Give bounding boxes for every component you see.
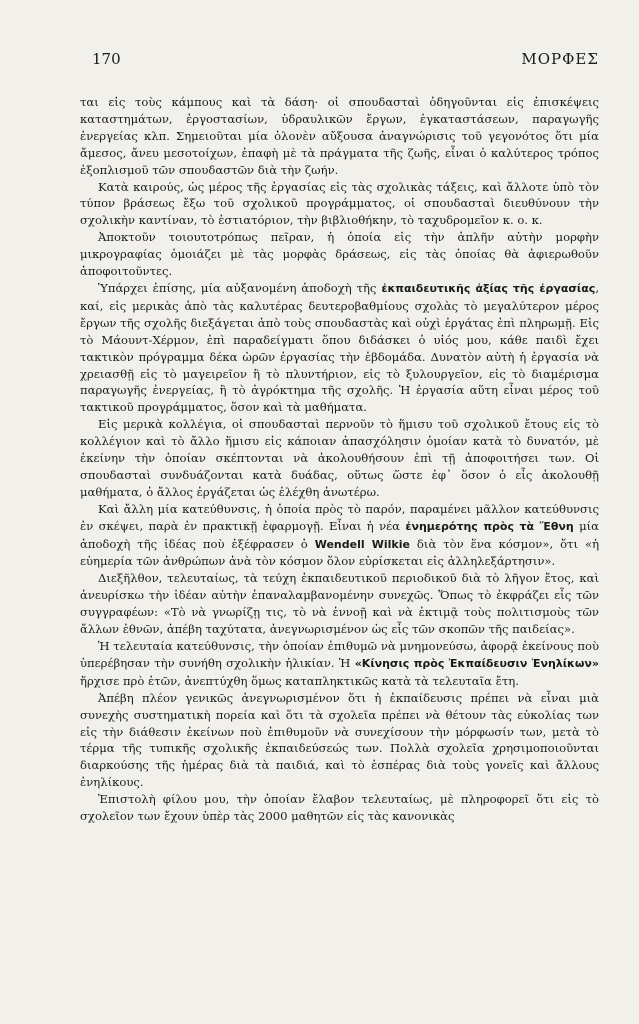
running-head-title: ΜΟΡΦΕΣ [521, 50, 599, 68]
text-run: Κατὰ καιρούς, ὡς μέρος τῆς ἐργασίας εἰς τὰς σχολικὰς τάξεις, καὶ ἄλλοτε ὑπὸ τὸν τύπον βράσεως ἔξω τοῦ σχολικοῦ προγράμματος, οἱ σπουδασταὶ διευθύνουν τὴν σχολικὴν καντίναν, τὸ ἑστιατόριον, τὴν βιβλιοθήκην, τὸ ταχυδρομεῖον κ. ο. κ. [80, 179, 599, 228]
text-run: ται εἰς τοὺς κάμπους καὶ τὰ δάση· οἱ σπουδασταὶ ὁδηγοῦνται εἰς ἐπισκέψεις καταστημάτων, ἐργοστασίων, ὑδραυλικῶν ἔργων, ἐγκαταστάσεων, παραγωγῆς ἐνεργείας κλπ. Σημειοῦται μία ὁλονὲν αὔξουσα ἀναγνώρισις τοῦ γεγονότος ὅτι μία ἄμεσος, ἄνευ μεσοτοίχων, ἐπαφὴ μὲ τὰ πράγματα τῆς ζωῆς, εἶναι ὁ καλύτερος τρόπος ἐξοπλισμοῦ τῶν σπουδαστῶν διὰ τὴν ζωήν. [80, 95, 599, 177]
text-run: μία ἀποδοχὴ τῆς ἰδέας ποὺ ἐξέφρασεν ὁ [80, 518, 599, 551]
text-run: Ἀποκτοῦν τοιουτοτρόπως πεῖραν, ἡ ὁποία εἰς τὴν ἁπλῆν αὐτὴν μορφὴν μικρογραφίας ὁμοιάζει μὲ τὰς μορφὰς δράσεως, εἰς τὰς ὁποίας θὰ ἀφιερωθοῦν ἀποφοιτοῦντες. [80, 230, 599, 279]
text-run: Ἀπέβη πλέον γενικῶς ἀνεγνωρισμένον ὅτι ἡ ἐκπαίδευσις πρέπει νὰ εἶναι μιὰ συνεχὴς συστηματικὴ πορεία καὶ ὅτι τὰ σχολεῖα πρέπει νὰ θέτουν τὰς εὐκολίας των εἰς τὴν διάθεσιν ἐκείνων ποὺ ἐπιθυμοῦν νὰ συνεχίσουν τὴν μόρφωσίν των, μετὰ τὸ τέρμα τῆς τυπικῆς σχολικῆς ἐκπαιδεύσεώς των. Πολλὰ σχολεῖα χρησιμοποιοῦνται διαρκούσης τῆς ἡμέρας διὰ τὰ παιδιά, καὶ τὸ ἑσπέρας διὰ τοὺς γονεῖς καὶ ἄλλους ἐνηλίκους. [80, 690, 599, 790]
paragraph [80, 179, 599, 230]
paragraph [80, 570, 599, 638]
paragraph [80, 94, 599, 179]
body-text [80, 94, 599, 825]
bold-text: «Κίνησις πρὸς Ἐκπαίδευσιν Ἐνηλίκων» [354, 656, 600, 670]
paragraph [80, 501, 599, 571]
bold-text: ἐνημερότης πρὸς τὰ Ἔθνη [405, 519, 574, 533]
text-run: Ὑπάρχει ἐπίσης, μία αὐξανομένη ἀποδοχὴ τῆς [98, 280, 382, 295]
text-run: Εἰς μερικὰ κολλέγια, οἱ σπουδασταὶ περνοῦν τὸ ἥμισυ τοῦ σχολικοῦ ἔτους εἰς τὸ κολλέγιον καὶ τὸ ἄλλο ἥμισυ εἰς κάποιαν ἀπασχόλησιν ὁμοίαν κατὰ τὸ δυνατόν, μὲ ἐκείνην τὴν ὁποίαν σκέπτονται νὰ ἀκολουθήσουν ἐπὶ τῇ ἀποφοιτήσει των. Οἱ σπουδασταὶ συνδυάζονται κατὰ δυάδας, οὕτως ὥστε ἐφ᾽ ὅσον ὁ εἷς ἀκολουθῇ μαθήματα, ὁ ἄλλος ἐργάζεται ὡς ἐλέχθη ἀνωτέρω. [80, 417, 599, 499]
text-run: Ἐπιστολὴ φίλου μου, τὴν ὁποίαν ἔλαβον τελευταίως, μὲ πληροφορεῖ ὅτι εἰς τὸ σχολεῖον των ἔχουν ὑπὲρ τὰς 2000 μαθητῶν εἰς τὰς κανονικὰς [80, 792, 599, 824]
bold-text: ἐκπαιδευτικῆς ἀξίας τῆς ἐργασίας [381, 281, 596, 295]
bold-text: Wendell Wilkie [314, 537, 410, 551]
paragraph [80, 280, 599, 416]
text-run: Καὶ ἄλλη μία κατεύθυνσις, ἡ ὁποία πρὸς τὸ παρόν, παραμένει μᾶλλον κατεύθυνσις ἐν σκέψει, παρὰ ἐν πρακτικῇ ἐφαρμογῇ. Εἶναι ἡ νέα [80, 501, 599, 533]
paragraph [80, 791, 599, 825]
text-run: Διεξῆλθον, τελευταίως, τὰ τεύχη ἐκπαιδευτικοῦ περιοδικοῦ διὰ τὸ λῆγον ἔτος, καὶ ἀνευρίσκω τὴν ἰδέαν αὐτὴν ἐπαναλαμβανομένην συνεχῶς. Ὅπως τὸ ἐκφράζει εἷς τῶν συγγραφέων: «Τὸ νὰ γνωρίζῃ τις, τὸ νὰ ἐννοῇ καὶ νὰ ἐκτιμᾷ τοὺς πολιτισμοὺς τῶν ἄλλων ἐθνῶν, ἀπέβη ταχύτατα, ἀνεγνωρισμένον ὡς εἷς τῶν σκοπῶν τῆς παιδείας». [80, 571, 599, 637]
paragraph [80, 690, 599, 791]
paragraph [80, 229, 599, 280]
page-header [92, 50, 599, 74]
text-run: , καί, εἰς μερικὰς ἀπὸ τὰς καλυτέρας δευτεροβαθμίους σχολὰς τὸ μεγαλύτερον μέρος ἔργων τῆς σχολῆς διεξάγεται ἀπὸ τοὺς σπουδαστὰς καὶ οὐχὶ ἐργάτας ἐπὶ πληρωμῇ. Εἰς τὸ Μάουντ-Χέρμον, ἐπὶ παραδείγματι ὅπου διδάσκει ὁ υἱός μου, κάθε παιδὶ ἔχει τακτικὸν πρόγραμμα δέκα ὡρῶν ἐργασίας τὴν ἑβδομάδα. Δυνατὸν αὐτὴ ἡ ἐργασία νὰ χρειασθῇ εἰς τὸ μαγειρεῖον ἢ τὸ πλυντήριον, εἰς τὸ ξυλουργεῖον, εἰς τὸ διαμέρισμα παραγωγῆς ἐνεργείας, ἢ τὸ ἀγρόκτημα τῆς σχολῆς. Ἡ ἐργασία αὕτη εἶναι μέρος τοῦ τακτικοῦ προγράμματος, ὅσον καὶ τὰ μαθήματα. [80, 280, 599, 415]
paragraph [80, 416, 599, 501]
text-run: ἤρχισε πρὸ ἐτῶν, ἀνεπτύχθη ὅμως καταπληκτικῶς κατὰ τὰ τελευταῖα ἔτη. [80, 673, 519, 688]
page-number: 170 [92, 50, 121, 68]
text-run: διὰ τὸν ἕνα κόσμον», ὅτι «ἡ εὐημερία τῶν ἀνθρώπων ἀνὰ τὸν κόσμον ὅλον εὑρίσκεται εἰς ἀλληλεξάρτησιν». [80, 536, 600, 569]
text-run: Ἡ τελευταία κατεύθυνσις, τὴν ὁποίαν ἐπιθυμῶ νὰ μνημονεύσω, ἀφορᾷ ἐκείνους ποὺ ὑπερέβησαν τὴν συνήθη σχολικὴν ἡλικίαν. Ἡ [80, 639, 599, 670]
paragraph [80, 638, 599, 690]
